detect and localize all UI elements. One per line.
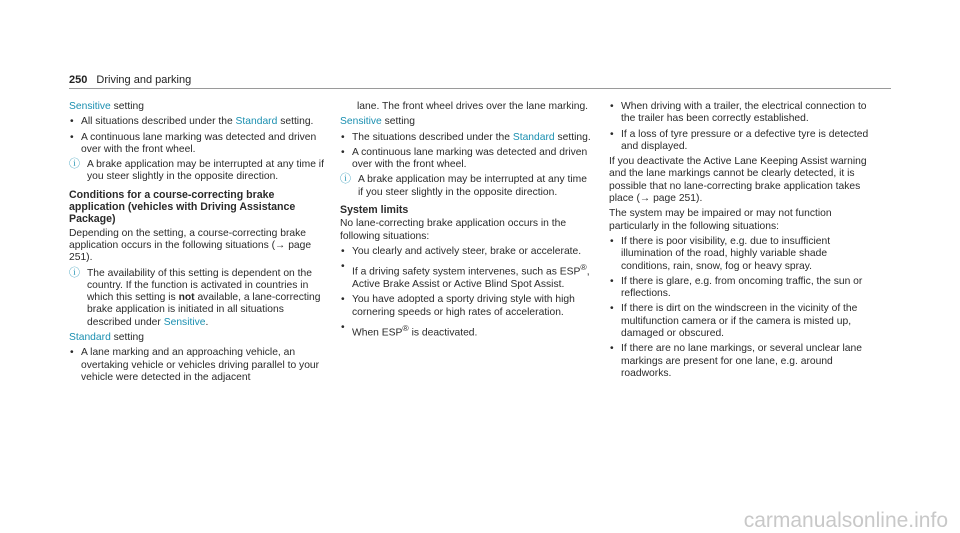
bullet-icon: • xyxy=(610,303,614,315)
bullet-icon: • xyxy=(341,321,345,333)
sensitive-setting-label: Sensitive setting xyxy=(340,116,415,128)
column-left xyxy=(69,101,329,387)
list-item: • A lane marking and an approaching vehicle, an overtaking vehicle or vehicles driving parallel to your vehicle were detected in the adjacent xyxy=(70,347,320,383)
paragraph: Depending on the setting, a course-correcting brake application occurs in the following situations (→ page 251). xyxy=(69,227,312,264)
list-item: • If there are no lane markings, or several unclear lane markings are present for one lane, e.g. around roadworks. xyxy=(610,343,862,379)
list-item: • When ESP® is deactivated. xyxy=(341,321,478,339)
list-item: • The situations described under the Standard setting. xyxy=(341,131,591,143)
list-item: • A continuous lane marking was detected and driven over with the front wheel. xyxy=(341,146,588,171)
list-item: • You have adopted a sporty driving style with high cornering speeds or high rates of acceleration. xyxy=(341,294,575,318)
sensitive-link[interactable]: Sensitive xyxy=(163,316,206,328)
bullet-icon: • xyxy=(610,343,614,355)
list-item: • A continuous lane marking was detected and driven over with the front wheel. xyxy=(70,131,317,155)
note: ⓘ A brake application may be interrupted at any time if you steer slightly in the opposite direction. xyxy=(340,173,587,198)
bullet-icon: • xyxy=(70,347,74,359)
bullet-icon: • xyxy=(70,116,74,128)
bullet-icon: • xyxy=(341,146,345,158)
page-number: 250 xyxy=(69,74,88,86)
bullet-icon: • xyxy=(341,261,345,273)
bullet-icon: • xyxy=(341,294,345,306)
note: ⓘ The availability of this setting is dependent on the country. If the function is activated in countries in which this setting is not available, a lane-correcting brake application is initiated in all situations described under Sensitive. xyxy=(69,266,321,328)
bullet-icon: • xyxy=(341,131,345,143)
section-heading: Conditions for a course-correcting brake application (vehicles with Driving Assistance Package) xyxy=(69,188,296,226)
bullet-icon: • xyxy=(341,245,345,257)
section-title: Driving and parking xyxy=(96,74,192,86)
section-heading: System limits xyxy=(340,204,409,217)
list-item: • All situations described under the Standard setting. xyxy=(70,116,314,128)
note: ⓘ A brake application may be interrupted at any time if you steer slightly in the opposite direction. xyxy=(69,158,324,183)
info-icon: ⓘ xyxy=(69,158,80,171)
list-item: • When driving with a trailer, the electrical connection to the trailer has been correctly established. xyxy=(610,101,867,125)
sensitive-setting-label: Sensitive setting xyxy=(69,101,144,112)
standard-link[interactable]: Standard xyxy=(512,131,555,143)
standard-link[interactable]: Standard xyxy=(235,116,278,128)
standard-setting-label: Standard setting xyxy=(69,332,144,344)
bullet-icon: • xyxy=(610,128,614,140)
paragraph: No lane-correcting brake application occurs in the following situations: xyxy=(340,218,567,242)
paragraph: The system may be impaired or may not function particularly in the following situations: xyxy=(609,208,832,232)
page-header xyxy=(69,74,191,86)
info-icon: ⓘ xyxy=(69,266,80,279)
list-item: • If there is dirt on the windscreen in the vicinity of the multifunction camera or if the camera is misted up, damaged or obscured. xyxy=(610,303,858,340)
column-middle xyxy=(340,101,592,343)
paragraph: If you deactivate the Active Lane Keeping Assist warning and the lane markings cannot be clearly detected, it is possible that no lane-correcting brake application takes place (→ page 251). xyxy=(609,156,867,205)
list-item: • If a driving safety system intervenes, such as ESP®, Active Brake Assist or Active Blind Spot Assist. xyxy=(341,261,590,290)
bullet-icon: • xyxy=(610,101,614,112)
bullet-icon: • xyxy=(610,275,614,287)
info-icon: ⓘ xyxy=(340,173,351,186)
bullet-icon: • xyxy=(70,131,74,143)
list-item: • You clearly and actively steer, brake or accelerate. xyxy=(341,245,582,257)
list-item: • If a loss of tyre pressure or a defective tyre is detected and displayed. xyxy=(610,128,869,152)
bullet-icon: • xyxy=(610,235,614,247)
column-right xyxy=(609,101,871,383)
watermark: carmanualsonline.info xyxy=(743,508,948,532)
header-divider xyxy=(69,88,891,89)
list-item-continuation: lane. The front wheel drives over the lane marking. xyxy=(357,101,589,112)
list-item: • If there is glare, e.g. from oncoming traffic, the sun or reflections. xyxy=(610,275,863,300)
list-item: • If there is poor visibility, e.g. due to insufficient illumination of the road, highly variable shade conditions, rain, snow, fog or heavy spray. xyxy=(610,235,831,272)
